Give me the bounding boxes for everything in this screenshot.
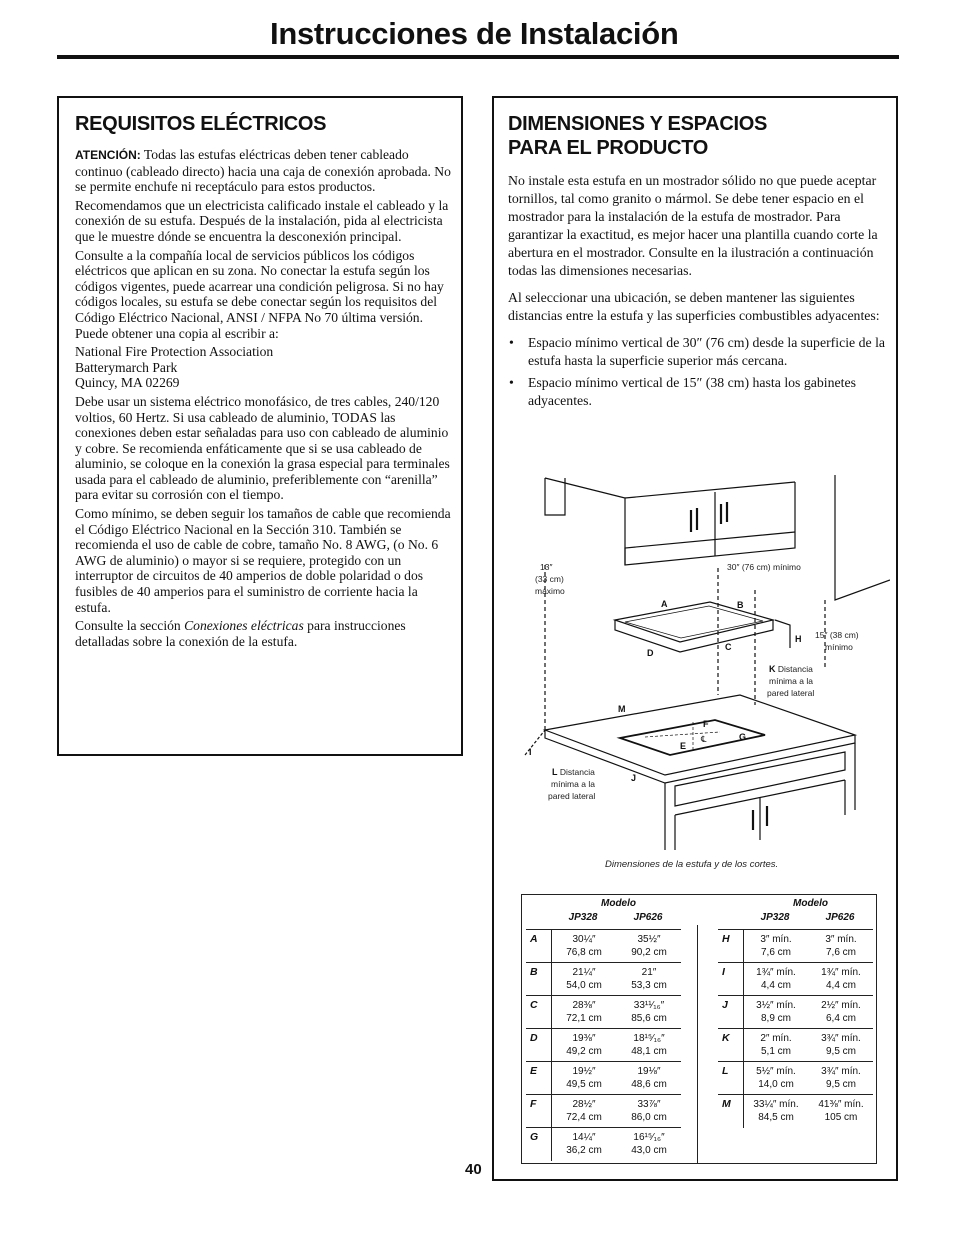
table-cell-group <box>745 1098 807 1124</box>
table-cell-group <box>553 999 615 1025</box>
row-label: C <box>530 999 538 1011</box>
list-item-text: Espacio mínimo vertical de 30″ (76 cm) desde la superficie de la estufa hasta la superficie superior más cercana. <box>528 335 886 368</box>
table-divider <box>743 930 744 963</box>
label-l <box>552 767 595 777</box>
table-cell: 48,6 cm <box>631 1079 667 1090</box>
letter-d: D <box>647 648 654 658</box>
table-cell: 7,6 cm <box>825 947 856 958</box>
label-l-letter: L <box>552 767 558 777</box>
table-cell-group <box>810 1098 872 1124</box>
row-label: G <box>530 1131 539 1143</box>
table-row <box>526 1127 681 1160</box>
table-cell: 9,5 cm <box>825 1079 856 1090</box>
table-cell: 18¹⁵⁄₁₆″ <box>633 1033 665 1044</box>
table-divider <box>551 1095 552 1128</box>
table-cell-group <box>553 1131 615 1157</box>
table-cell-group <box>810 966 872 992</box>
row-label: I <box>722 966 725 978</box>
attention-paragraph <box>75 147 451 195</box>
see-section-pre: Consulte la sección <box>75 618 185 634</box>
attention-label: ATENCIÓN: <box>75 148 141 162</box>
table-divider <box>743 996 744 1029</box>
table-divider <box>743 1095 744 1128</box>
table-row <box>526 1094 681 1127</box>
table-cell: 28½″ <box>572 1099 596 1110</box>
centerline-icon: ℄ <box>701 734 707 744</box>
letter-g: G <box>739 732 747 742</box>
table-cell: 5½″ mín. <box>756 1066 796 1077</box>
table-cell: 1¾″ mín. <box>756 967 796 978</box>
table-col-jp626: JP626 <box>825 912 855 923</box>
table-cell: 105 cm <box>824 1112 858 1123</box>
list-item <box>508 334 886 370</box>
table-cell: 3¾″ mín. <box>821 1033 861 1044</box>
table-cell: 28⅜″ <box>572 1000 596 1011</box>
table-divider <box>743 1062 744 1095</box>
upper-cabinet-top <box>625 482 795 498</box>
table-cell: 14¼″ <box>572 1132 596 1143</box>
row-label: M <box>722 1098 731 1110</box>
table-cell: 86,0 cm <box>631 1112 667 1123</box>
table-cell: 9,5 cm <box>825 1046 856 1057</box>
table-cell: 30¼″ <box>572 934 596 945</box>
table-cell: 49,2 cm <box>566 1046 602 1057</box>
table-row <box>718 1061 873 1094</box>
table-cell-group <box>618 1065 680 1091</box>
row-label: A <box>530 933 538 945</box>
table-row <box>526 929 681 962</box>
label-k-letter: K <box>769 664 776 674</box>
label-l-text: mínima a la <box>551 779 595 789</box>
table-cell-group <box>618 999 680 1025</box>
table-cell: 3″ mín. <box>760 934 792 945</box>
letter-e: E <box>680 741 687 751</box>
electrical-connections-ref: Conexiones eléctricas <box>184 618 304 634</box>
table-cell-group <box>553 1098 615 1124</box>
table-cell: 4,4 cm <box>825 980 856 991</box>
electrician-paragraph: Recomendamos que un electricista calificado instale el cableado y la conexión de su estufa. Después de la instalación, pida al electricista que le muestre dónde se encuentra la desconexión principal. <box>75 197 449 244</box>
table-cell: 21″ <box>641 967 657 978</box>
table-cell: 2½″ mín. <box>821 1000 861 1011</box>
table-cell: 8,9 cm <box>760 1013 791 1024</box>
table-divider <box>743 963 744 996</box>
nfpa-address <box>75 344 451 391</box>
table-cell-group <box>553 966 615 992</box>
table-cell: 3¾″ mín. <box>821 1066 861 1077</box>
table-separator <box>697 925 698 1164</box>
table-cell-group <box>618 1098 680 1124</box>
dimensions-heading-line: DIMENSIONES Y ESPACIOS <box>508 113 768 135</box>
label-13: 13″ <box>540 562 553 572</box>
table-row <box>718 1028 873 1061</box>
dimensions-heading-line: PARA EL PRODUCTO <box>508 137 709 159</box>
countertop-paragraph: No instale esta estufa en un mostrador sólido no que puede aceptar tornillos, tal como granito o mármol. Se debe tener espacio en el mostrador para la instalación de la estufa de mostrador. Para garantizar la exactitud, es mejor hacer una plantilla cuando corte la abertura en el mostrador. Consulte en la ilustración a continuación todas las dimensiones necesarias. <box>508 173 878 278</box>
cabinet-handle-right <box>721 502 727 524</box>
table-divider <box>551 1029 552 1062</box>
table-row <box>526 1028 681 1061</box>
dimension-line <box>775 620 790 648</box>
bullet-icon: • <box>509 335 514 350</box>
row-label: D <box>530 1032 538 1044</box>
table-divider <box>743 1029 744 1062</box>
table-cell: 36,2 cm <box>566 1145 602 1156</box>
label-l-text: Distancia <box>557 767 595 777</box>
table-cell-group <box>553 933 615 959</box>
letter-a: A <box>661 599 668 609</box>
label-k-text: Distancia <box>775 664 813 674</box>
row-label: K <box>722 1032 730 1044</box>
table-cell-group <box>618 1131 680 1157</box>
row-label: F <box>530 1098 537 1110</box>
installation-diagram <box>505 470 890 880</box>
table-cell: 48,1 cm <box>631 1046 667 1057</box>
table-cell-group <box>745 999 807 1025</box>
table-cell: 14,0 cm <box>758 1079 794 1090</box>
table-cell-group <box>553 1065 615 1091</box>
table-col-jp626: JP626 <box>633 912 663 923</box>
letter-f: F <box>703 719 709 729</box>
label-l-text: pared lateral <box>548 791 596 801</box>
electrical-system-paragraph: Debe usar un sistema eléctrico monofásico, de tres cables, 240/120 voltios, 60 Hertz. Si usa cableado de aluminio, TODAS las conexiones deben estar señaladas para uso con cableado de aluminio y cobre. Se recomienda enfáticamente que si se usa cableado de aluminio, se coloque en la conexión la grasa especial para terminales usada para el cableado de aluminio, preferiblemente con “arenilla” para evitar su corrosión con el tiempo. <box>75 393 450 503</box>
see-section-post: para instrucciones detalladas sobre la conexión de la estufa. <box>75 618 406 649</box>
table-cell: 21¼″ <box>572 967 596 978</box>
table-cell: 1¾″ mín. <box>821 967 861 978</box>
electrical-requirements-box <box>57 96 463 756</box>
table-divider <box>551 996 552 1029</box>
table-cell: 43,0 cm <box>631 1145 667 1156</box>
table-row <box>718 1094 873 1127</box>
table-cell-group <box>745 966 807 992</box>
table-cell: 35½″ <box>637 934 661 945</box>
title-rule <box>57 55 899 59</box>
row-label: H <box>722 933 730 945</box>
table-model-header: Modelo <box>601 898 636 909</box>
row-label: E <box>530 1065 538 1077</box>
table-cell: 41⅜″ mín. <box>818 1099 864 1110</box>
clearance-list <box>508 334 886 410</box>
label-30: 30″ (76 cm) mínimo <box>727 562 801 572</box>
table-divider <box>551 1128 552 1161</box>
table-cell-group <box>810 1065 872 1091</box>
letter-h: H <box>795 634 802 644</box>
table-col-jp328: JP328 <box>568 912 598 923</box>
bullet-icon: • <box>509 375 514 390</box>
wall-line <box>545 478 565 515</box>
table-cell: 3½″ mín. <box>756 1000 796 1011</box>
attention-text: Todas las estufas eléctricas deben tener cableado continuo (cableado directo) hacia una caja de conexión aprobada. No se permite enchufe ni receptáculo para estos productos. <box>75 147 451 195</box>
table-cell: 7,6 cm <box>760 947 791 958</box>
table-row <box>526 995 681 1028</box>
table-cell-group <box>745 933 807 959</box>
lower-doors <box>675 780 845 850</box>
table-row <box>718 962 873 995</box>
list-item <box>508 374 886 410</box>
electrical-heading: REQUISITOS ELÉCTRICOS <box>75 113 327 135</box>
countertop <box>545 695 855 775</box>
label-k-text: pared lateral <box>767 688 815 698</box>
table-cell: 19½″ <box>572 1066 596 1077</box>
table-cell: 6,4 cm <box>825 1013 856 1024</box>
page-number: 40 <box>465 1161 482 1178</box>
clearances-paragraph: Al seleccionar una ubicación, se deben mantener las siguientes distancias entre la estufa y las superficies combustibles adyacentes: <box>508 290 880 323</box>
side-cabinet <box>835 475 890 600</box>
letter-m: M <box>618 704 626 714</box>
table-divider <box>551 930 552 963</box>
address-line: National Fire Protection Association <box>75 344 274 360</box>
table-cell: 19⅜″ <box>572 1033 596 1044</box>
table-divider <box>551 963 552 996</box>
label-k <box>769 664 813 674</box>
upper-cabinet-bottom <box>625 532 795 565</box>
cabinet-handle-left <box>691 508 697 532</box>
dimensions-table <box>521 894 877 1164</box>
dimensions-body <box>508 172 886 410</box>
table-divider <box>551 1062 552 1095</box>
table-cell: 72,1 cm <box>566 1013 602 1024</box>
dimension-line <box>525 730 545 755</box>
table-cell-group <box>618 933 680 959</box>
row-label: L <box>722 1065 729 1077</box>
diagram-caption: Dimensiones de la estufa y de los cortes. <box>605 859 779 870</box>
table-cell-group <box>810 999 872 1025</box>
table-cell: 33¹¹⁄₁₆″ <box>633 1000 665 1011</box>
table-cell: 90,2 cm <box>631 947 667 958</box>
diagram-svg <box>505 470 890 880</box>
table-cell: 2″ mín. <box>760 1033 792 1044</box>
table-cell: 5,1 cm <box>760 1046 791 1057</box>
address-line: Batterymarch Park <box>75 359 178 375</box>
table-cell: 54,0 cm <box>566 980 602 991</box>
table-cell: 76,8 cm <box>566 947 602 958</box>
label-k-text: mínima a la <box>769 676 813 686</box>
table-cell-group <box>618 966 680 992</box>
table-cell: 84,5 cm <box>758 1112 794 1123</box>
table-row <box>526 1061 681 1094</box>
table-model-header: Modelo <box>793 898 828 909</box>
see-section-paragraph <box>75 618 451 649</box>
label-15-min: mínimo <box>825 642 853 652</box>
table-cell-group <box>745 1065 807 1091</box>
row-label: J <box>722 999 728 1011</box>
page-title: Instrucciones de Instalación <box>270 16 679 51</box>
table-cell: 3″ mín. <box>825 934 857 945</box>
letter-j: J <box>631 773 637 783</box>
dimensions-heading <box>508 112 886 160</box>
table-cell-group <box>810 933 872 959</box>
letter-i: I <box>529 747 532 757</box>
table-cell-group <box>618 1032 680 1058</box>
table-cell: 19⅛″ <box>637 1066 661 1077</box>
table-row <box>718 929 873 962</box>
table-cell: 72,4 cm <box>566 1112 602 1123</box>
upper-cabinet-outline <box>545 478 795 565</box>
list-item-text: Espacio mínimo vertical de 15″ (38 cm) hasta los gabinetes adyacentes. <box>528 375 856 408</box>
table-cell: 85,6 cm <box>631 1013 667 1024</box>
electrical-body <box>75 147 451 649</box>
table-cell-group <box>553 1032 615 1058</box>
table-cell-group <box>810 1032 872 1058</box>
label-13-cm: (33 cm) <box>535 574 564 584</box>
table-cell: 33¼″ mín. <box>753 1099 799 1110</box>
table-cell: 33⅞″ <box>637 1099 661 1110</box>
table-cell: 53,3 cm <box>631 980 667 991</box>
wire-size-paragraph: Como mínimo, se deben seguir los tamaños de cable que recomienda el Código Eléctrico Nacional en la Sección 310. También se recomienda el uso de cable de cobre, tamaño No. 8 AWG, (o No. 6 AWG de aluminio) o mayor si se requiere, protegido con un interruptor de circuitos de 40 amperios de doble polaridad o dos fusibles de 40 amperios para el suministro de corriente hacia la estufa. <box>75 506 451 615</box>
label-15: 15″ (38 cm) <box>815 630 859 640</box>
table-cell: 16¹⁵⁄₁₆″ <box>633 1132 665 1143</box>
address-line: Quincy, MA 02269 <box>75 375 180 391</box>
row-label: B <box>530 966 538 978</box>
table-row <box>718 995 873 1028</box>
letter-b: B <box>737 600 744 610</box>
cooktop-side <box>615 620 773 652</box>
table-row <box>526 962 681 995</box>
label-13-max: máximo <box>535 586 565 596</box>
table-cell: 49,5 cm <box>566 1079 602 1090</box>
codes-paragraph: Consulte a la compañía local de servicios públicos los códigos eléctricos que aplican en su zona. No conectar la estufa según los códigos vigentes, puede acarrear una condición peligrosa. Si no hay códigos locales, su estufa se debe conectar según los requisitos del Código Eléctrico Nacional, ANSI / NFPA No 70 última versión. Puede obtener una copia al escribir a: <box>75 247 444 341</box>
letter-c: C <box>725 642 732 652</box>
table-cell-group <box>745 1032 807 1058</box>
table-cell: 4,4 cm <box>760 980 791 991</box>
table-col-jp328: JP328 <box>760 912 790 923</box>
